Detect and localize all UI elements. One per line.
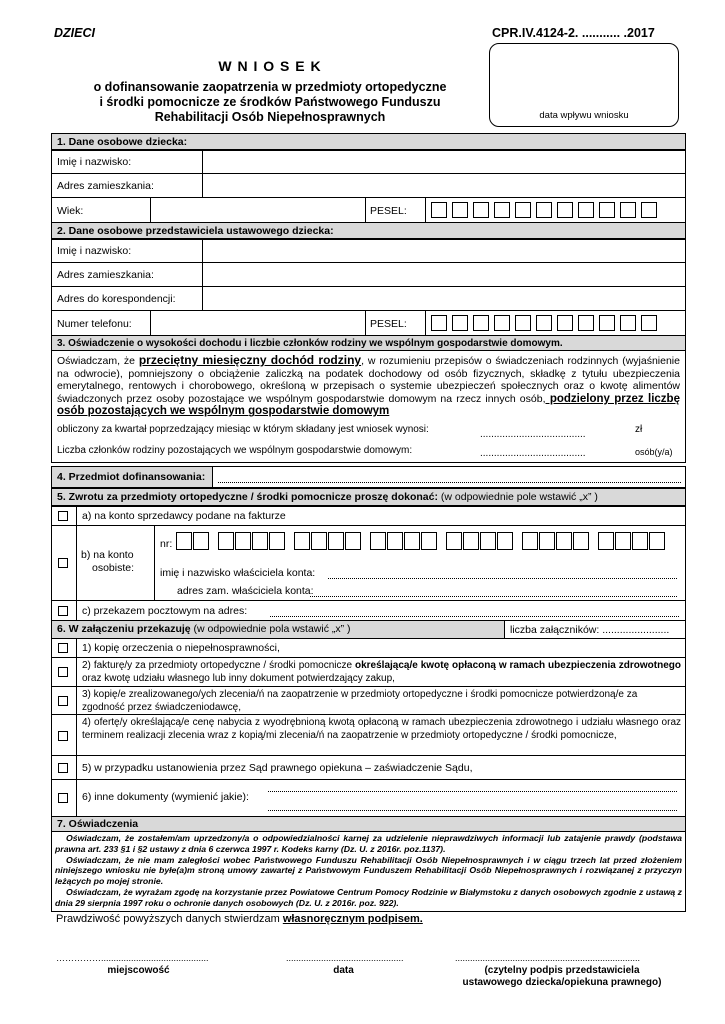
- rep-pesel-label: PESEL:: [370, 318, 407, 330]
- option-a-row: [51, 506, 686, 526]
- place-input[interactable]: ……………...........................................: [56, 953, 209, 963]
- receipt-date-label: data wpływu wniosku: [539, 110, 629, 121]
- rep-pesel-input[interactable]: [431, 315, 662, 331]
- rep-address-input[interactable]: [202, 263, 685, 286]
- section-4-row: [51, 466, 686, 488]
- attachment-5-label: 5) w przypadku ustanowienia przez Sąd prawnego opiekuna – zaświadczenie Sądu,: [82, 762, 473, 774]
- receipt-date-box[interactable]: [489, 43, 679, 127]
- declarations-box: [51, 831, 686, 912]
- members-line-label: Liczba członków rodziny pozostających we wspólnym gospodarstwie domowym:: [57, 445, 413, 456]
- date-input[interactable]: ...............................................: [286, 953, 404, 963]
- option-b-checkbox[interactable]: [58, 558, 68, 568]
- child-name-row: [51, 150, 686, 174]
- option-b-label-line: osobiste:: [92, 562, 135, 574]
- form-title: W N I O S E K: [218, 58, 322, 74]
- child-pesel-input[interactable]: [431, 202, 662, 218]
- subtitle-line: o dofinansowanie zaopatrzenia w przedmioty ortopedyczne: [93, 80, 447, 94]
- income-amount-input[interactable]: ......................................: [480, 429, 586, 440]
- account-nr-label: nr:: [160, 538, 173, 550]
- rep-phone-input[interactable]: [150, 311, 366, 335]
- owner-name-label: imię i nazwisko właściciela konta:: [160, 567, 316, 579]
- section-5-note: (w odpowiednie pole wstawić „x” ): [440, 491, 598, 503]
- section-3-header: [51, 335, 686, 351]
- declarations-text: [55, 833, 682, 909]
- declaration-3: Oświadczam, że wyrażam zgodę na korzystanie przez Powiatowe Centrum Pomocy Rodzinie w Białymstoku z danych osobowych zgodnie z ustawą z dnia 29 sierpnia 1997 roku o ochronie danych osobowych (Dz. U. z 2016r. poz. 922).: [55, 886, 682, 908]
- section-4-title: 4. Przedmiot dofinansowania:: [57, 471, 206, 483]
- option-c-label: c) przekazem pocztowym na adres:: [82, 605, 248, 617]
- child-name-label: Imię i nazwisko:: [57, 156, 132, 168]
- child-address-input[interactable]: [202, 174, 685, 197]
- child-age-pesel-row: [51, 197, 686, 223]
- account-number-input[interactable]: [176, 532, 666, 553]
- child-age-label: Wiek:: [57, 205, 84, 217]
- rep-name-input[interactable]: [202, 240, 685, 262]
- option-a-checkbox[interactable]: [58, 511, 68, 521]
- section-6-header: [51, 620, 686, 639]
- attachment-6-row: [51, 779, 686, 817]
- form-subtitle: [60, 80, 480, 125]
- attachment-2-text: oraz kwotę udziału własnego lub inny dokument potwierdzający zakup,: [82, 672, 395, 684]
- section-7-title: 7. Oświadczenia: [57, 818, 139, 830]
- child-address-label: Adres zamieszkania:: [57, 180, 154, 192]
- rep-corr-input[interactable]: [202, 287, 685, 310]
- signature-label-line: ustawowego dziecka/opiekuna prawnego): [462, 977, 662, 988]
- option-b-label: [81, 549, 134, 575]
- subtitle-line: Rehabilitacji Osób Niepełnosprawnych: [154, 110, 386, 124]
- rep-address-row: [51, 262, 686, 287]
- section-6-title-main: 6. W załączeniu przekazuję: [57, 623, 191, 635]
- reference-number: CPR.IV.4124-2. ........... .2017: [492, 26, 655, 40]
- attachment-2-emph: określającą/e kwotę opłaconą w ramach ubezpieczenia zdrowotnego: [354, 660, 681, 671]
- option-c-checkbox[interactable]: [58, 606, 68, 616]
- attachment-6-label: 6) inne dokumenty (wymienić jakie):: [82, 791, 249, 803]
- rep-name-label: Imię i nazwisko:: [57, 245, 132, 257]
- signature-label: [447, 965, 677, 989]
- income-unit: zł: [635, 424, 643, 435]
- attachment-6-checkbox[interactable]: [58, 793, 68, 803]
- rep-address-label: Adres zamieszkania:: [57, 269, 154, 281]
- income-text: Oświadczam, że: [57, 355, 139, 367]
- child-pesel-label: PESEL:: [370, 205, 407, 217]
- section-7-header: [51, 816, 686, 832]
- attachment-2-checkbox[interactable]: [58, 667, 68, 677]
- declaration-2: Oświadczam, że nie mam zaległości wobec Państwowego Funduszu Rehabilitacji Osób Niepełnosprawnych i w ciągu trzech lat przed złożeniem niniejszego wniosku nie byłe(a)m stroną umowy zawartej z Państwowym Funduszem Rehabilitacji Osób Niepełnosprawnych i rozwiązanej z przyczyn leżących po mojej stronie.: [55, 854, 682, 887]
- signature-label-line: (czytelny podpis przedstawiciela: [484, 965, 640, 976]
- attachment-4-checkbox[interactable]: [58, 731, 68, 741]
- other-docs-input-2[interactable]: [268, 810, 677, 811]
- confirmation-text: Prawdziwość powyższych danych stwierdzam: [56, 913, 283, 925]
- section-2-title: 2. Dane osobowe przedstawiciela ustawowego dziecka:: [57, 225, 334, 237]
- owner-address-label: adres zam. właściciela konta:: [177, 585, 314, 597]
- section-3-title: 3. Oświadczenie o wysokości dochodu i liczbie członków rodziny we wspólnym gospodarstwie domowym.: [57, 338, 563, 349]
- attachment-2-row: [51, 657, 686, 687]
- other-docs-input-1[interactable]: [268, 791, 677, 792]
- attachment-1-checkbox[interactable]: [58, 643, 68, 653]
- attachments-count[interactable]: liczba załączników: .......................: [510, 624, 670, 636]
- attachment-2-text: 2) fakturę/y za przedmioty ortopedyczne / środki pomocnicze: [82, 660, 355, 671]
- section-6-title-note: (w odpowiednie pola wstawić „x” ): [190, 623, 351, 635]
- income-emph: podzielony przez liczbę osób pozostających we wspólnym gospodarstwie domowym: [57, 392, 680, 418]
- income-paragraph: [57, 354, 680, 418]
- option-b-row: [51, 525, 686, 601]
- section-5-title: 5. Zwrotu za przedmioty ortopedyczne / środki pomocnicze proszę dokonać:: [57, 491, 438, 503]
- attachment-5-row: [51, 755, 686, 780]
- members-unit: osób(y/a): [635, 447, 673, 457]
- subtitle-line: i środki pomocnicze ze środków Państwowego Funduszu: [99, 95, 441, 109]
- confirmation-line: [56, 913, 423, 925]
- child-address-row: [51, 173, 686, 198]
- attachment-3-row: [51, 686, 686, 715]
- owner-address-input[interactable]: [310, 596, 677, 597]
- section-1-title: 1. Dane osobowe dziecka:: [57, 136, 188, 148]
- income-text: , w rozumieniu przepisów o świadczeniach rodzinnych (wyjaśnienie na odwrocie), pomniejszony o obciążenie zaliczką na podatek dochodowy od osób fizycznych, składkę z tytułu ubezpieczenia emerytalnego, rentowych i chorobowego, określoną w przepisach o systemie ubezpieczeń społecznych oraz o kwotę alimentów świadczonych przez osoby pozostające we wspólnym gospodarstwie domowym na rzecz innych osób,: [57, 355, 680, 405]
- option-b-label-line: b) na konto: [81, 549, 134, 561]
- rep-corr-row: [51, 286, 686, 311]
- attachment-1-label: 1) kopię orzeczenia o niepełnosprawności,: [82, 642, 280, 654]
- attachment-1-row: [51, 638, 686, 658]
- signature-input[interactable]: ..........................................................................: [455, 953, 641, 963]
- income-line-label: obliczony za kwartał poprzedzający miesiąc w którym składany jest wniosek wynosi:: [57, 424, 429, 435]
- section-1-header: [51, 133, 686, 150]
- rep-corr-label: Adres do korespondencji:: [57, 293, 176, 305]
- form-category: DZIECI: [54, 26, 95, 40]
- rep-phone-label: Numer telefonu:: [57, 318, 132, 330]
- attachment-5-checkbox[interactable]: [58, 763, 68, 773]
- attachment-3-label: 3) kopię/e zrealizowanego/ych zlecenia/ń na zaopatrzenie w przedmioty ortopedyczne i środki pomocnicze potwierdzoną/e za zgodność przez świadczeniodawcę,: [82, 689, 638, 713]
- option-a-label: a) na konto sprzedawcy podane na fakturze: [82, 510, 286, 522]
- section-6-title: [57, 623, 351, 635]
- attachment-4-row: [51, 714, 686, 756]
- rep-name-row: [51, 239, 686, 263]
- place-label: miejscowość: [107, 965, 170, 976]
- attachment-4-label: 4) ofertę/y określającą/e cenę nabycia z wyodrębnioną kwotą opłaconą w ramach ubezpieczenia zdrowotnego i udziału własnego oraz terminem realizacji zlecenia wraz z kopią/mi zlecenia/ń na zaopatrzenie w przedmioty ortopedyczne / środki pomocnicze,: [82, 717, 681, 741]
- section-2-header: [51, 222, 686, 239]
- child-age-input[interactable]: [150, 198, 366, 222]
- income-emph: przeciętny miesięczny dochód rodziny: [138, 353, 362, 367]
- attachment-3-checkbox[interactable]: [58, 696, 68, 706]
- rep-phone-pesel-row: [51, 310, 686, 336]
- date-label: data: [333, 965, 354, 976]
- confirmation-emph: własnoręcznym podpisem.: [282, 913, 423, 925]
- option-c-row: [51, 600, 686, 621]
- subject-input[interactable]: [218, 482, 681, 483]
- child-name-input[interactable]: [202, 151, 685, 173]
- postal-address-input[interactable]: [270, 616, 679, 617]
- owner-name-input[interactable]: [328, 578, 677, 579]
- section-5-header: [51, 488, 686, 506]
- attachment-2-label: [82, 660, 681, 685]
- declaration-1: Oświadczam, że zostałem/am uprzedzony/a o odpowiedzialności karnej za udzielenie nieprawdziwych informacji lub zatajenie prawdy (podstawa prawna art. 233 §1 i §2 ustawy z dnia 6 czerwca 1997 r. Kodeks karny (Dz. U. z 2016r. poz.1137).: [55, 833, 682, 854]
- income-declaration: [51, 350, 686, 463]
- members-count-input[interactable]: ......................................: [480, 448, 586, 459]
